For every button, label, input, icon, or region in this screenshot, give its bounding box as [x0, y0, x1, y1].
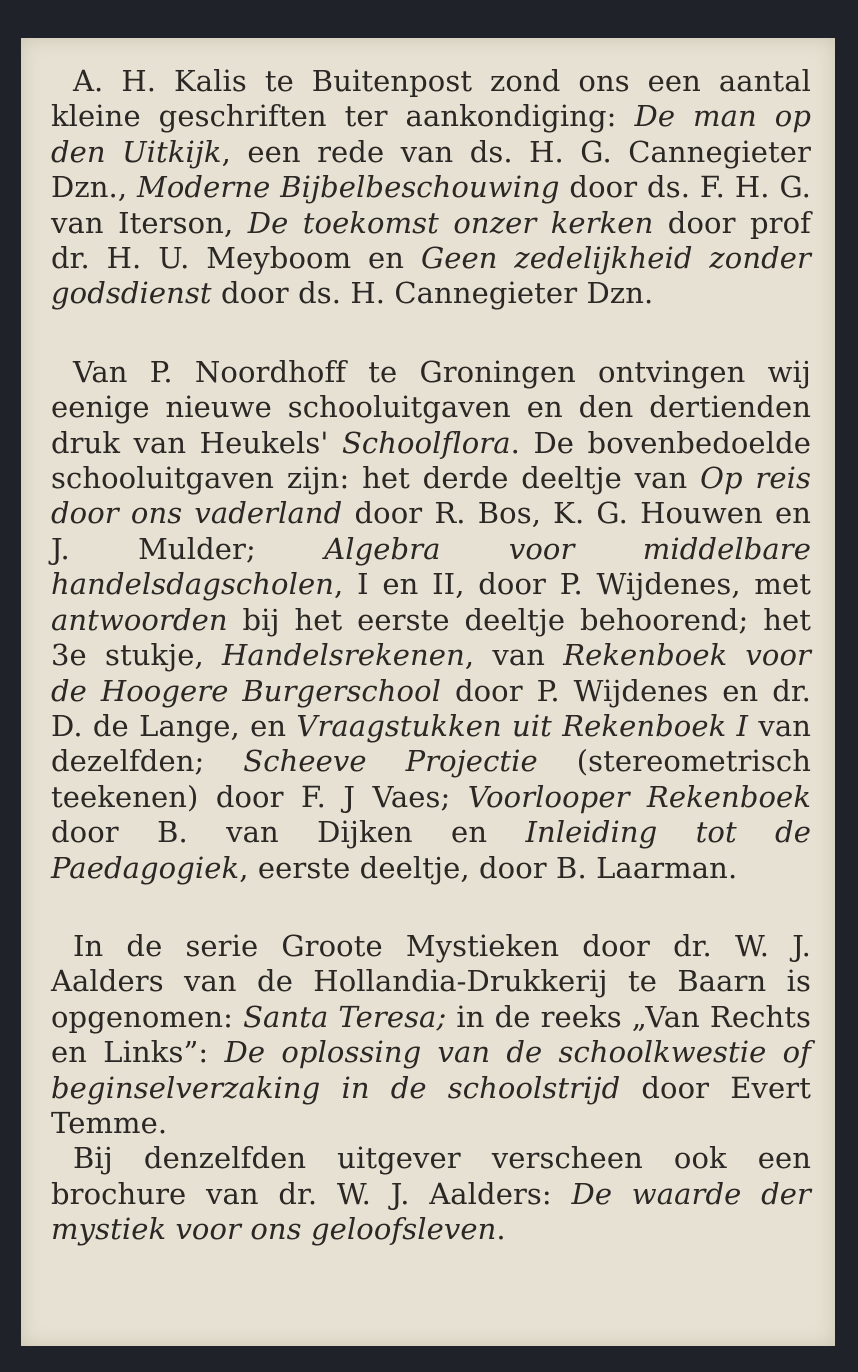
text-run: , van	[464, 638, 564, 673]
text-run: door prof dr. H. U. Meyboom en	[51, 205, 812, 276]
book-title: Voorlooper Rekenboek	[467, 779, 811, 814]
text-run: in de reeks „Van Rechts en Links”:	[51, 999, 811, 1070]
book-title: Moderne Bijbelbeschouwing	[137, 170, 560, 205]
paragraph-mystieken	[51, 929, 811, 1141]
text-run: (stereometrisch teekenen) door F. J Vaes;	[51, 744, 811, 814]
text-run: door P. Wijdenes en dr. D. de Lange, en	[51, 673, 811, 743]
text-run: door B. van Dijken en	[51, 815, 526, 850]
text-run: door R. Bos, K. G. Houwen en J. Mulder;	[51, 496, 811, 566]
text-run: van dezelfden;	[51, 708, 811, 779]
article-body	[51, 64, 811, 1248]
book-title: Scheeve Projectie	[243, 744, 538, 779]
book-title: De man op den Uitkijk	[51, 99, 811, 169]
book-title: De toekomst onzer kerken	[247, 205, 654, 240]
paragraph-aalders	[51, 1141, 811, 1247]
text-run: .	[496, 1212, 506, 1247]
newspaper-clipping	[21, 38, 835, 1346]
text-run: door ds. H. Cannegieter Dzn.	[211, 276, 654, 311]
paragraph-noordhoff	[51, 355, 811, 886]
book-title: Vraagstukken uit Rekenboek I	[296, 708, 749, 743]
text-run: A. H. Kalis te Buitenpost zond ons een aantal kleine geschriften ter aankondiging:	[51, 64, 811, 134]
book-title: Rekenboek voor de Hoogere Burgerschool	[51, 638, 811, 708]
text-run: door ds. F. H. G. van Iterson,	[51, 170, 811, 240]
book-title: antwoorden	[51, 602, 228, 637]
text-run: Bij denzelfden uitgever verscheen ook een brochure van dr. W. J. Aalders:	[51, 1141, 811, 1211]
text-run: . De bovenbedoelde schooluitgaven zijn: het derde deeltje van	[51, 425, 811, 496]
book-title: Algebra voor middelbare handelsdagscholen	[51, 531, 812, 602]
text-run: , een rede van ds. H. G. Cannegieter Dzn.,	[51, 134, 811, 205]
paragraph-kalis	[51, 64, 811, 312]
book-title: De oplossing van de schoolkwestie of beginselverzaking in de schoolstrijd	[51, 1035, 811, 1105]
text-run: , I en II, door P. Wijdenes, met	[334, 567, 811, 602]
text-run: bij het eerste deeltje behoorend; het 3e stukje,	[51, 602, 811, 673]
text-run: door Evert Temme.	[51, 1070, 811, 1140]
book-title: Handelsrekenen	[222, 638, 465, 673]
book-title: Santa Teresa;	[243, 999, 447, 1034]
text-run: , eerste deeltje, door B. Laarman.	[239, 850, 738, 885]
text-run: In de serie Groote Mystieken door dr. W. J. Aalders van de Hollandia-Drukkerij te Baarn is opgenomen:	[51, 928, 811, 1034]
book-title: De waarde der mystiek voor ons geloofsleven	[51, 1176, 811, 1247]
book-title: Inleiding tot de Paedagogiek	[51, 815, 811, 885]
book-title: Schoolflora	[341, 425, 511, 460]
text-run: Van P. Noordhoff te Groningen ontvingen wij eenige nieuwe schooluitgaven en den dertienden druk van Heukels'	[51, 354, 811, 460]
book-title: Geen zedelijkheid zonder godsdienst	[51, 241, 812, 311]
book-title: Op reis door ons vaderland	[51, 461, 811, 531]
